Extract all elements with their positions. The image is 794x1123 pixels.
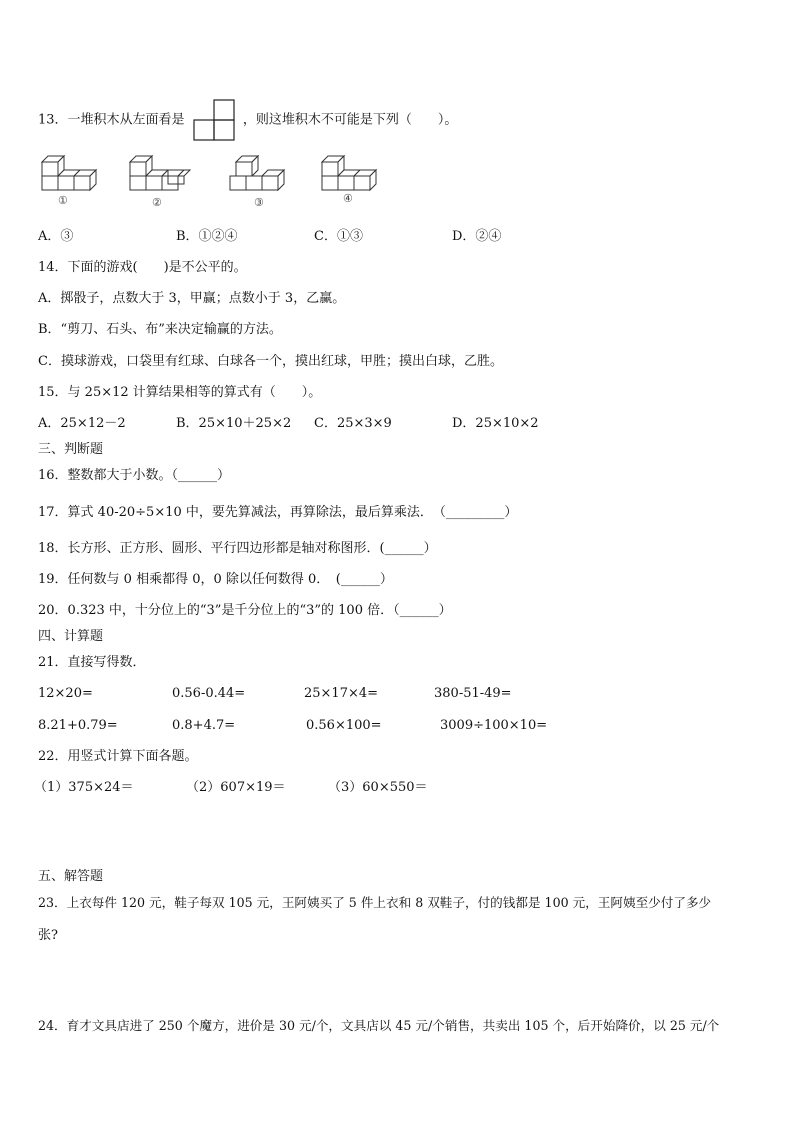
figure-label-3: ③: [254, 196, 264, 209]
q15-option-d: D．25×10×2: [452, 416, 539, 431]
q21-r1-c1: 12×20=: [38, 686, 93, 701]
q19: 19．任何数与 0 相乘都得 0，0 除以任何数得 0． (______）: [38, 572, 393, 587]
q13-option-b: B．①②④: [176, 229, 238, 244]
q14-option-c: C．摸球游戏，口袋里有红球、白球各一个，摸出红球，甲胜；摸出白球，乙胜。: [38, 354, 503, 369]
q14-option-b: B．“剪刀、石头、布”来决定输赢的方法。: [38, 322, 282, 337]
q16: 16．整数都大于小数。（______）: [38, 468, 231, 483]
q15-option-b: B．25×10＋25×2: [176, 416, 292, 431]
q13-stem-before: 13．一堆积木从左面看是: [38, 112, 185, 128]
section-4-heading: 四、计算题: [38, 629, 104, 644]
q15-stem: 15．与 25×12 计算结果相等的算式有（ ）。: [38, 385, 322, 400]
q15-option-c: C．25×3×9: [314, 416, 392, 431]
q14-option-a: A．掷骰子，点数大于 3，甲赢；点数小于 3，乙赢。: [38, 291, 346, 306]
q15-option-a: A．25×12－2: [38, 416, 126, 431]
section-3-heading: 三、判断题: [38, 442, 104, 457]
q22-stem: 22．用竖式计算下面各题。: [38, 749, 198, 764]
q21-r2-c1: 8.21+0.79=: [38, 718, 118, 733]
q21-r2-c3: 0.56×100=: [306, 718, 382, 733]
q22-item-3: （3）60×550＝: [328, 780, 428, 795]
q13-option-c: C．①③: [314, 229, 363, 244]
figure-label-4: ④: [343, 192, 353, 205]
figure-label-1: ①: [58, 194, 68, 207]
cube-figure-4: [320, 152, 382, 194]
q21-stem: 21．直接写得数．: [38, 655, 146, 670]
q18: 18．长方形、正方形、圆形、平行四边形都是轴对称图形．(______）: [38, 541, 437, 556]
q23-line-2: 张?: [38, 928, 58, 943]
section-5-heading: 五、解答题: [38, 869, 104, 884]
q20: 20．0.323 中，十分位上的“3”是千分位上的“3”的 100 倍．（______）: [38, 603, 452, 618]
cube-figure-1: [40, 152, 100, 194]
figure-label-2: ②: [152, 196, 162, 209]
q24-line-1: 24．育才文具店进了 250 个魔方，进价是 30 元/个，文具店以 45 元/个销售，共卖出 105 个，后开始降价，以 25 元/个: [38, 1018, 720, 1033]
q21-r1-c2: 0.56-0.44=: [172, 686, 246, 701]
q21-r2-c4: 3009÷100×10=: [440, 718, 548, 733]
cube-figure-2: [128, 152, 194, 194]
q17: 17．算式 40-20÷5×10 中，要先算减法，再算除法，最后算乘法． （_________）: [38, 505, 518, 520]
left-view-figure: [191, 99, 237, 141]
q13-stem: [38, 99, 457, 141]
q13-option-a: A．③: [38, 229, 74, 244]
q22-item-1: （1）375×24＝: [34, 780, 134, 795]
q21-r2-c2: 0.8+4.7=: [172, 718, 236, 733]
q21-r1-c3: 25×17×4=: [304, 686, 379, 701]
q14-stem: 14．下面的游戏( )是不公平的。: [38, 260, 247, 275]
q22-item-2: （2）607×19＝: [186, 780, 286, 795]
cube-figure-3: [228, 152, 294, 194]
q13-stem-after: ，则这堆积木不可能是下列（ ）。: [242, 112, 458, 128]
q21-r1-c4: 380-51-49=: [434, 686, 512, 701]
q13-option-d: D．②④: [452, 229, 502, 244]
q23-line-1: 23．上衣每件 120 元，鞋子每双 105 元，王阿姨买了 5 件上衣和 8 双鞋子，付的钱都是 100 元，王阿姨至少付了多少: [38, 895, 712, 910]
